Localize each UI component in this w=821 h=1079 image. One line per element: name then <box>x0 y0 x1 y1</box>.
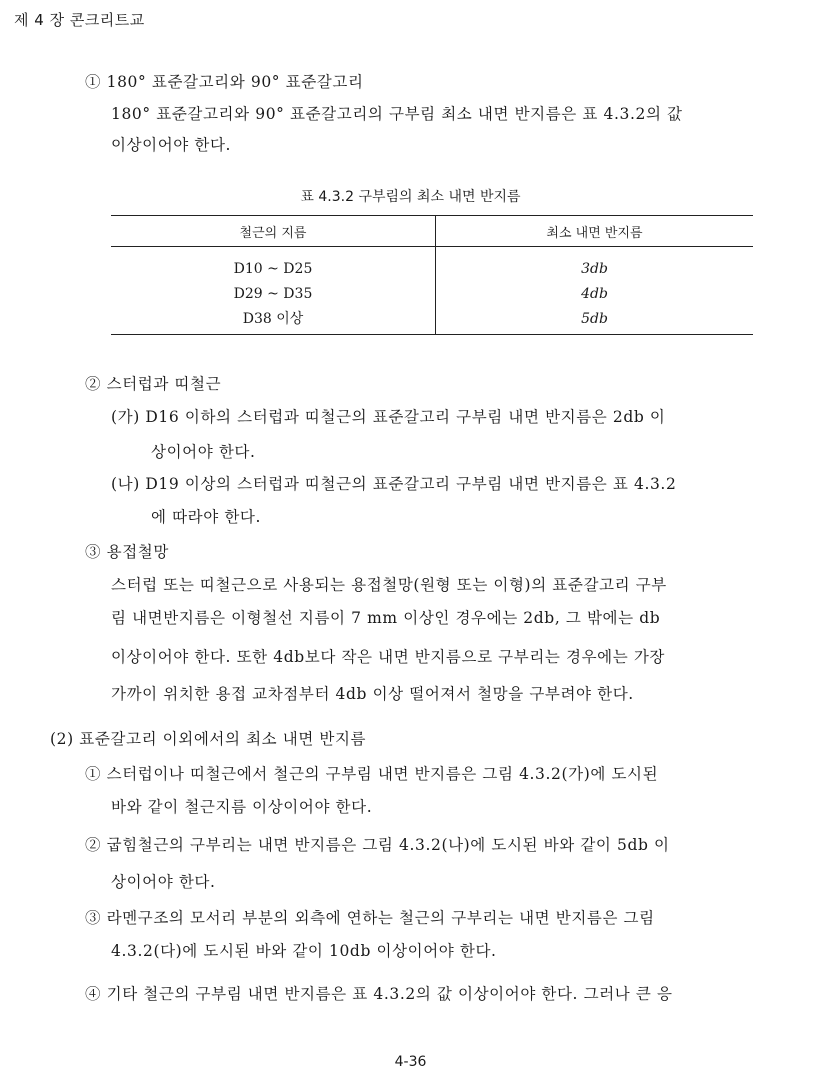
table-row-size: D29 ~ D35 <box>233 286 313 302</box>
s2-item1-line2: 바와 같이 철근지름 이상이어야 한다. <box>111 798 373 816</box>
item3-line4: 가까이 위치한 용접 교차점부터 4db 이상 떨어져서 철망을 구부려야 한다. <box>111 685 634 703</box>
item3-line3: 이상이어야 한다. 또한 4db보다 작은 내면 반지름으로 구부리는 경우에는 가장 <box>111 648 665 666</box>
item2a-line2: 상이어야 한다. <box>151 443 256 461</box>
table-caption: 표 4.3.2 구부림의 최소 내면 반지름 <box>300 189 521 205</box>
item2b-line2: 에 따라야 한다. <box>151 508 262 526</box>
s2-item1-line1: ① 스터럽이나 띠철근에서 철근의 구부림 내면 반지름은 그림 4.3.2(가)에 도시된 <box>85 765 659 783</box>
table-header-bar-size: 철근의 지름 <box>111 216 436 247</box>
item2a-line1: (가) D16 이하의 스터럽과 띠철근의 표준갈고리 구부림 내면 반지름은 2db 이 <box>111 408 666 426</box>
item2b-line1: (나) D19 이상의 스터럽과 띠철근의 표준갈고리 구부림 내면 반지름은 표 4.3.2 <box>111 475 677 493</box>
item1-heading: ① 180° 표준갈고리와 90° 표준갈고리 <box>85 73 364 91</box>
s2-item2-line2: 상이어야 한다. <box>111 873 216 891</box>
item3-heading: ③ 용접철망 <box>85 543 169 561</box>
table-body-row <box>111 247 753 335</box>
table-row-radius: 5db <box>581 311 608 327</box>
table-header-row <box>111 216 753 247</box>
s2-item4-line1: ④ 기타 철근의 구부림 내면 반지름은 표 4.3.2의 값 이상이어야 한다. 그러나 큰 응 <box>85 985 673 1003</box>
item1-body-line2: 이상이어야 한다. <box>111 136 232 154</box>
item2-heading: ② 스터럽과 띠철근 <box>85 375 222 393</box>
table-row-size: D38 이상 <box>242 311 304 327</box>
table-header-min-radius: 최소 내면 반지름 <box>436 216 754 247</box>
table-bar-size-cell <box>111 247 436 335</box>
section2-heading: (2) 표준갈고리 이외에서의 최소 내면 반지름 <box>50 730 367 748</box>
s2-item3-line2: 4.3.2(다)에 도시된 바와 같이 10db 이상이어야 한다. <box>111 942 497 960</box>
s2-item2-line1: ② 굽힘철근의 구부리는 내면 반지름은 그림 4.3.2(나)에 도시된 바와 같이 5db 이 <box>85 836 670 854</box>
item1-body-line1: 180° 표준갈고리와 90° 표준갈고리의 구부림 최소 내면 반지름은 표 4.3.2의 값 <box>111 105 683 123</box>
table-min-radius-cell <box>436 247 754 335</box>
table-row-radius: 3db <box>581 261 608 277</box>
table-row-radius: 4db <box>581 286 608 302</box>
item3-line1: 스터럽 또는 띠철근으로 사용되는 용접철망(원형 또는 이형)의 표준갈고리 구부 <box>111 576 667 594</box>
page-number: 4-36 <box>394 1054 427 1070</box>
s2-item3-line1: ③ 라멘구조의 모서리 부분의 외측에 연하는 철근의 구부리는 내면 반지름은 그림 <box>85 909 655 927</box>
chapter-header: 제 4 장 콘크리트교 <box>14 11 145 29</box>
table-row-size: D10 ~ D25 <box>233 261 313 277</box>
bend-radius-table <box>111 215 753 335</box>
item3-line2: 림 내면반지름은 이형철선 지름이 7 mm 이상인 경우에는 2db, 그 밖에는 db <box>111 609 661 627</box>
